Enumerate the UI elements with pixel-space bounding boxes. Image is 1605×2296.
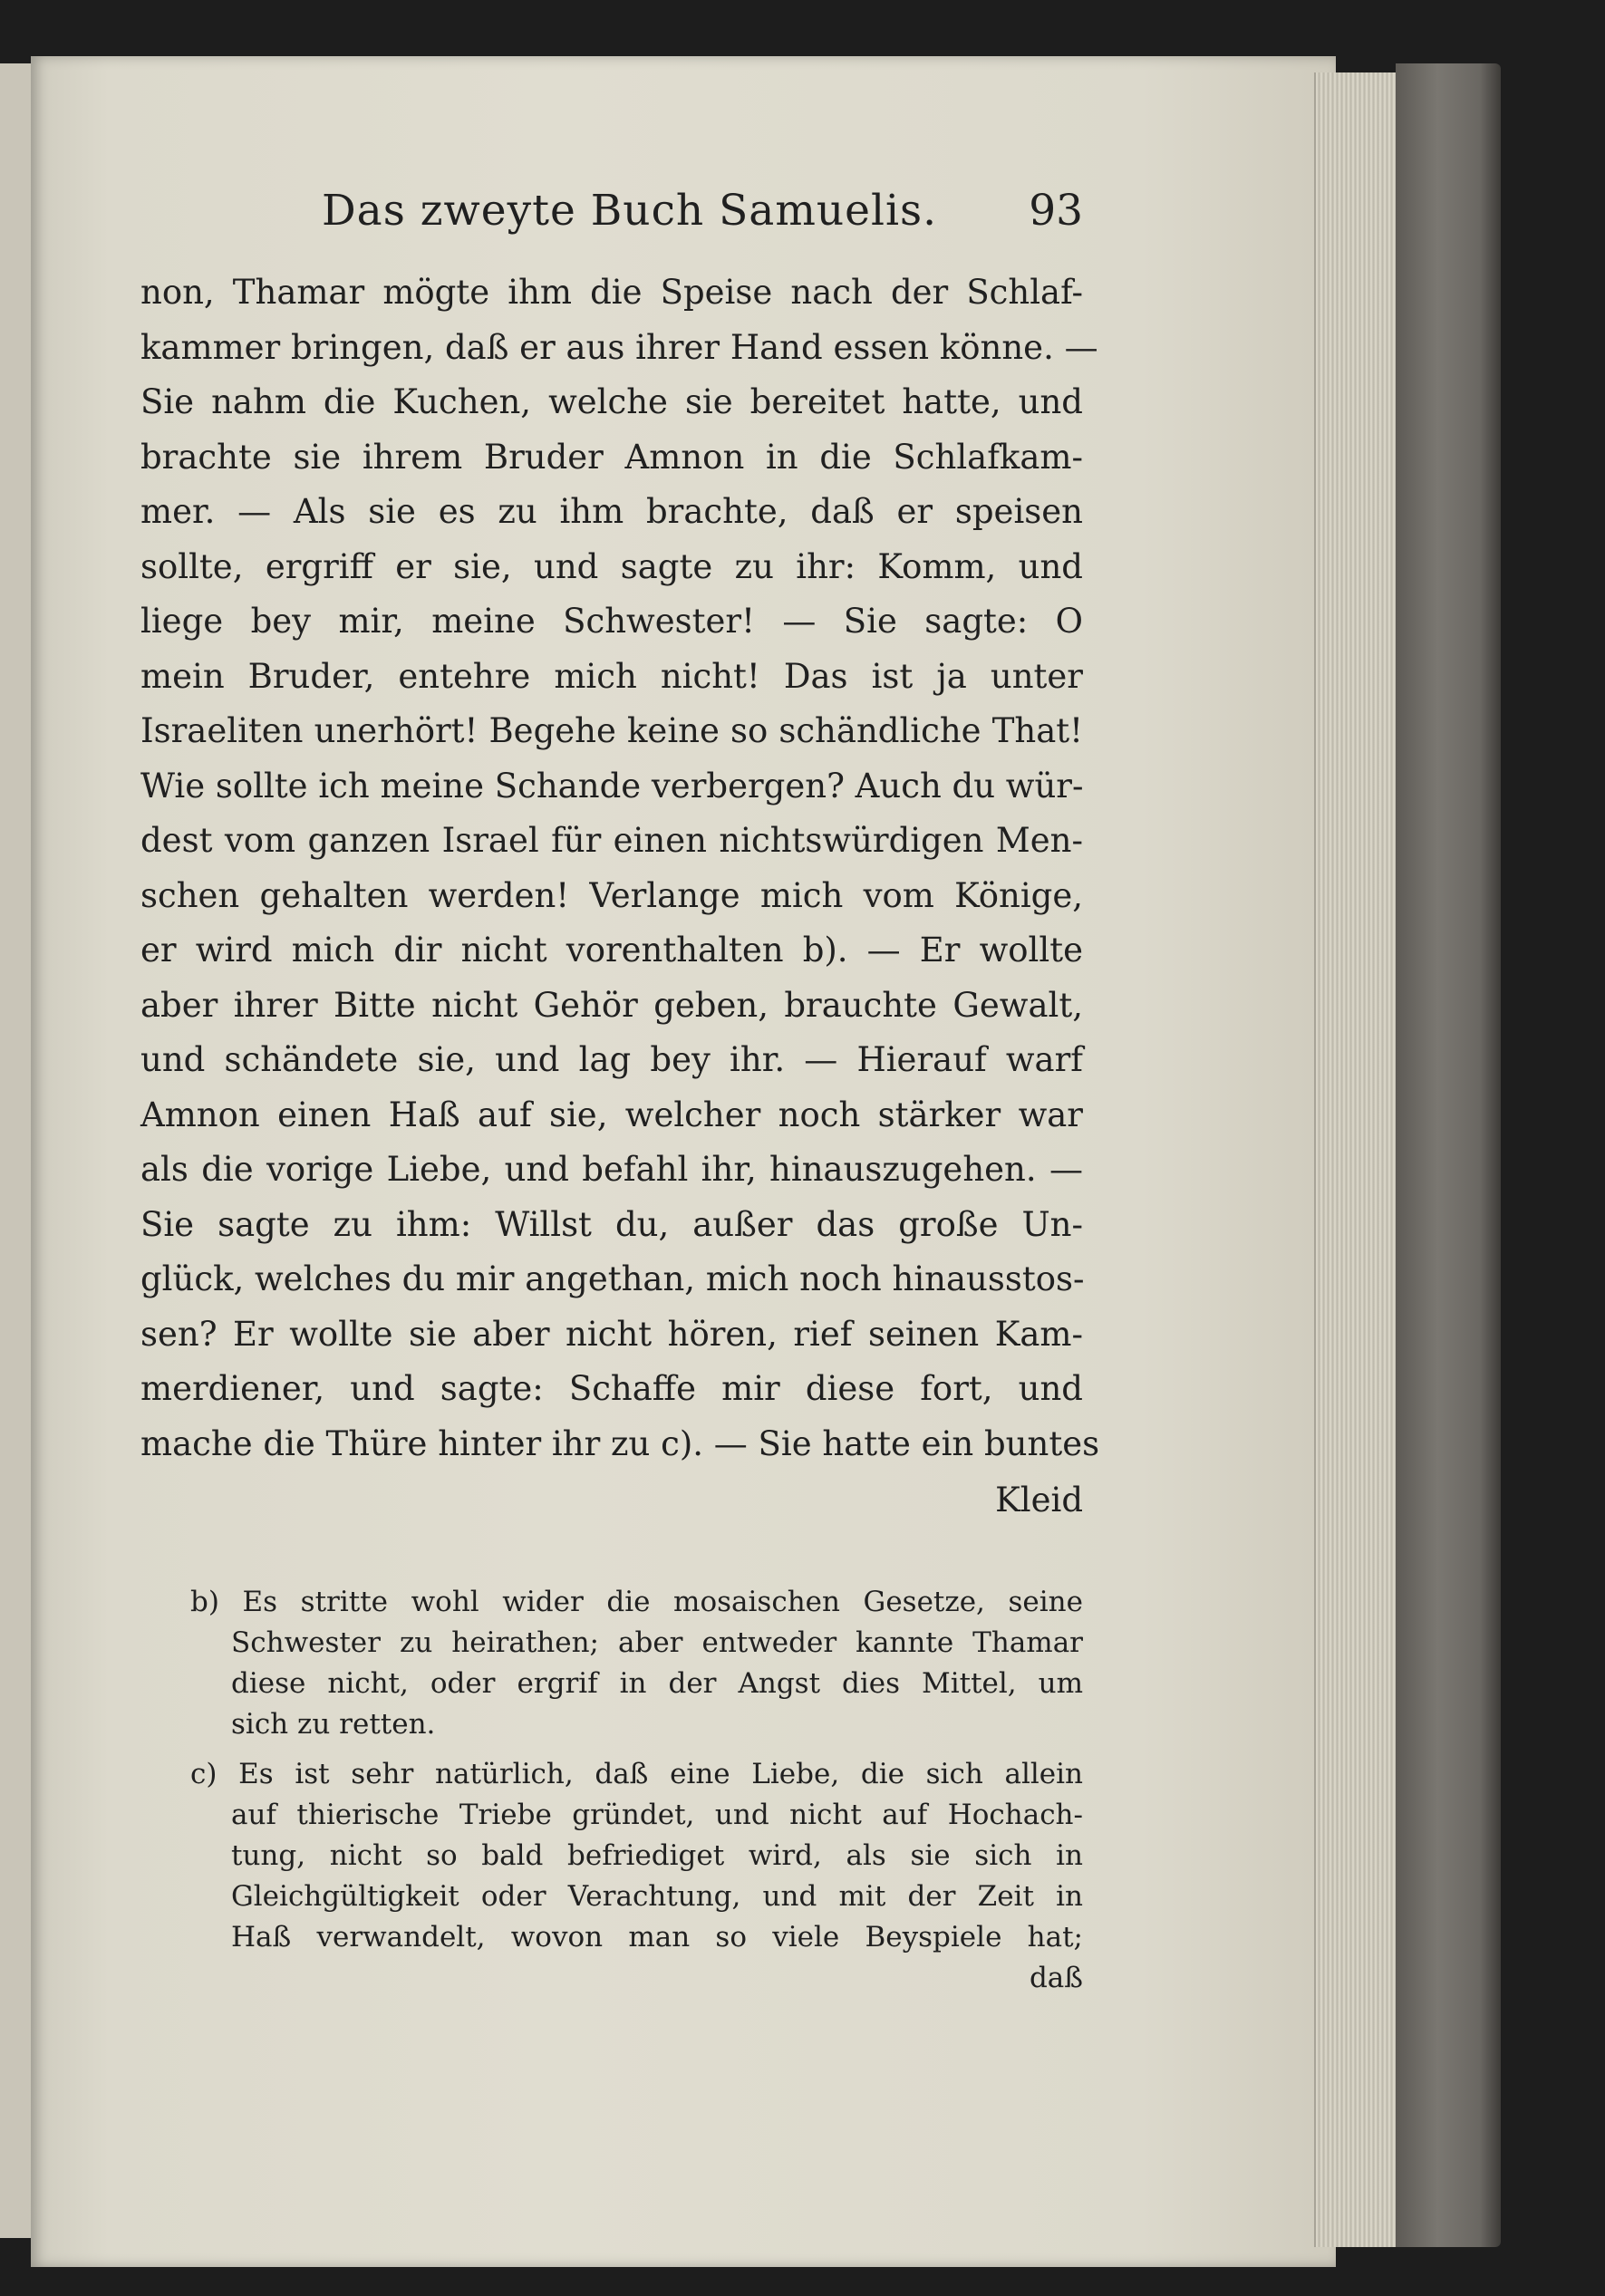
body-text xyxy=(140,265,1100,1528)
footnote-c-line: tung, nicht so bald befriediget wird, als sie sich in xyxy=(231,1839,1083,1872)
text-line: brachte sie ihrem Bruder Amnon in die Schlafkam- xyxy=(140,437,1083,477)
footnote-b-line: Schwester zu heirathen; aber entweder kannte Thamar xyxy=(231,1626,1083,1659)
footnote-c-line: c) Es ist sehr natürlich, daß eine Liebe, die sich allein xyxy=(190,1758,1083,1790)
text-line: mer. — Als sie es zu ihm brachte, daß er speisen xyxy=(140,492,1083,531)
page-text xyxy=(140,186,1100,1999)
catchword: Kleid xyxy=(995,1481,1083,1519)
text-line: glück, welches du mir angethan, mich noch hinausstos- xyxy=(140,1259,1085,1298)
text-line: und schändete sie, und lag bey ihr. — Hierauf warf xyxy=(140,1040,1083,1079)
text-line: er wird mich dir nicht vorenthalten b). — Er wollte xyxy=(140,931,1083,970)
footnote-c-line: Haß verwandelt, wovon man so viele Beyspiele hat; xyxy=(231,1921,1083,1954)
text-line: Sie sagte zu ihm: Willst du, außer das große Un- xyxy=(140,1204,1083,1244)
text-line: mein Bruder, entehre mich nicht! Das ist ja unter xyxy=(140,656,1083,696)
text-line: Israeliten unerhört! Begehe keine so schändliche That! xyxy=(140,711,1083,750)
running-title: Das zweyte Buch Samuelis. xyxy=(322,186,938,236)
text-line: merdiener, und sagte: Schaffe mir diese fort, und xyxy=(140,1369,1083,1408)
page-block-edges xyxy=(1314,72,1397,2247)
running-head xyxy=(140,186,1083,258)
footnote-catchword: daß xyxy=(1029,1962,1083,1994)
page-number: 93 xyxy=(1029,186,1083,236)
book-cover-edge xyxy=(1396,63,1501,2247)
footnote-b-line: diese nicht, oder ergrif in der Angst dies Mittel, um xyxy=(231,1667,1083,1700)
text-line: mache die Thüre hinter ihr zu c). — Sie hatte ein buntes xyxy=(140,1423,1100,1463)
text-line: Sie nahm die Kuchen, welche sie bereitet hatte, und xyxy=(140,382,1083,421)
text-line: liege bey mir, meine Schwester! — Sie sagte: O xyxy=(140,602,1083,641)
text-line: aber ihrer Bitte nicht Gehör geben, brauchte Gewalt, xyxy=(140,985,1083,1025)
text-line: als die vorige Liebe, und befahl ihr, hinauszugehen. — xyxy=(140,1150,1083,1189)
footnote-c-line: auf thierische Triebe gründet, und nicht auf Hochach- xyxy=(231,1799,1083,1831)
text-line: Amnon einen Haß auf sie, welcher noch stärker war xyxy=(140,1095,1083,1134)
text-line: sen? Er wollte sie aber nicht hören, rief seinen Kam- xyxy=(140,1314,1083,1354)
previous-page-edge xyxy=(0,63,33,2238)
footnote-c-line: Gleichgültigkeit oder Verachtung, und mit der Zeit in xyxy=(231,1880,1083,1913)
footnotes xyxy=(140,1582,1083,1999)
footnote-b-line: b) Es stritte wohl wider die mosaischen Gesetze, seine xyxy=(190,1586,1083,1618)
text-line: kammer bringen, daß er aus ihrer Hand essen könne. — xyxy=(140,327,1098,367)
text-line: sollte, ergriff er sie, und sagte zu ihr: Komm, und xyxy=(140,546,1083,586)
text-line: dest vom ganzen Israel für einen nichtswürdigen Men- xyxy=(140,821,1083,860)
text-line: Wie sollte ich meine Schande verbergen? Auch du wür- xyxy=(140,766,1084,806)
footnote-b-line: sich zu retten. xyxy=(231,1708,436,1741)
text-line: non, Thamar mögte ihm die Speise nach der Schlaf- xyxy=(140,273,1083,312)
text-line: schen gehalten werden! Verlange mich vom Könige, xyxy=(140,875,1083,915)
footnote-gap xyxy=(140,1745,1083,1754)
